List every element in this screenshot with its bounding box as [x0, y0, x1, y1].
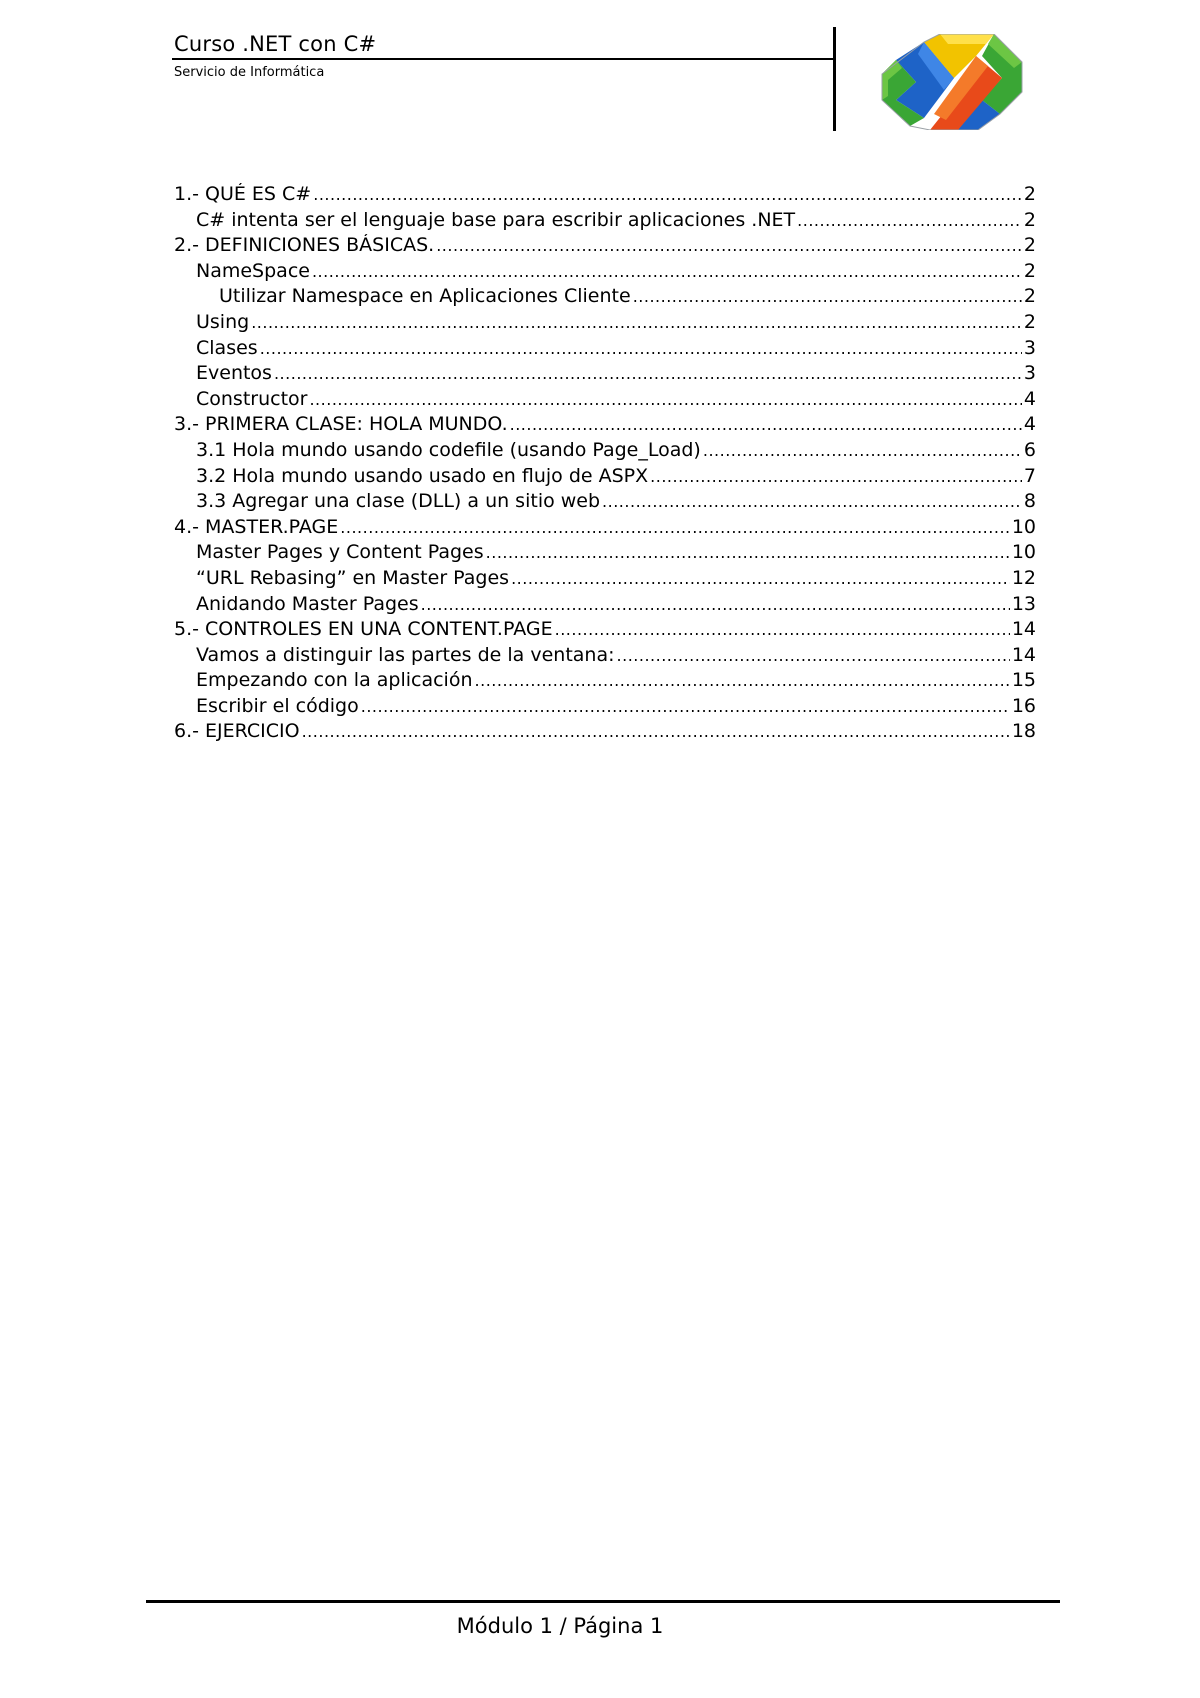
toc-entry-page-number: 4	[1023, 413, 1036, 436]
toc-entry-title: 4.- MASTER.PAGE	[174, 515, 339, 538]
header-rule	[172, 58, 835, 60]
toc-dot-leader	[602, 492, 1022, 511]
toc-entry[interactable]	[174, 567, 1036, 593]
toc-entry-title: 3.3 Agregar una clase (DLL) a un sitio web	[196, 490, 601, 513]
toc-entry[interactable]	[174, 311, 1036, 337]
toc-entry-title: Utilizar Namespace en Aplicaciones Cliente	[219, 285, 631, 308]
toc-entry-page-number: 18	[1011, 720, 1036, 743]
toc-dot-leader	[340, 518, 1010, 537]
toc-entry-title: Anidando Master Pages	[196, 592, 419, 615]
toc-entry[interactable]	[174, 644, 1036, 670]
header-title: Curso .NET con C#	[174, 32, 377, 56]
toc-entry-title: Constructor	[196, 387, 308, 410]
toc-entry-page-number: 2	[1023, 183, 1036, 205]
toc-entry-title: Vamos a distinguir las partes de la ventana:	[196, 643, 615, 666]
toc-entry[interactable]	[174, 490, 1036, 516]
toc-entry-title: 3.2 Hola mundo usando usado en flujo de ASPX	[196, 464, 649, 487]
toc-entry[interactable]	[174, 593, 1036, 619]
toc-entry-page-number: 3	[1023, 336, 1036, 359]
toc-entry[interactable]	[174, 234, 1036, 260]
toc-entry-page-number: 4	[1023, 387, 1036, 410]
toc-entry-page-number: 10	[1011, 515, 1036, 538]
toc-dot-leader	[475, 671, 1010, 690]
header-subtitle: Servicio de Informática	[174, 65, 325, 80]
toc-entry-page-number: 8	[1023, 490, 1036, 513]
toc-entry-title: Empezando con la aplicación	[196, 669, 473, 692]
toc-dot-leader	[309, 390, 1021, 409]
toc-dot-leader	[797, 211, 1022, 230]
toc-entry-title: “URL Rebasing” en Master Pages	[196, 566, 510, 589]
toc-entry-page-number: 2	[1023, 285, 1036, 308]
toc-entry[interactable]	[174, 260, 1036, 286]
toc-dot-leader	[260, 339, 1022, 358]
toc-entry-page-number: 15	[1011, 669, 1036, 692]
footer-rule	[146, 1600, 1060, 1603]
toc-entry-page-number: 10	[1011, 541, 1036, 564]
toc-entry-page-number: 13	[1011, 592, 1036, 615]
toc-entry-title: Eventos	[196, 362, 272, 385]
toc-entry[interactable]	[174, 209, 1036, 235]
header-vertical-rule	[833, 27, 836, 131]
toc-dot-leader	[633, 287, 1022, 306]
footer-page-label: Módulo 1 / Página 1	[456, 1614, 664, 1638]
toc-entry-page-number: 7	[1023, 464, 1036, 487]
toc-entry[interactable]	[174, 439, 1036, 465]
toc-entry-title: 2.- DEFINICIONES BÁSICAS.	[174, 234, 435, 257]
toc-entry[interactable]	[174, 541, 1036, 567]
toc-entry-page-number: 14	[1011, 643, 1036, 666]
toc-entry[interactable]	[174, 285, 1036, 311]
toc-entry-page-number: 6	[1023, 438, 1036, 461]
toc-dot-leader	[251, 313, 1022, 332]
toc-entry[interactable]	[174, 362, 1036, 388]
toc-entry[interactable]	[174, 388, 1036, 414]
toc-entry-page-number: 12	[1011, 566, 1036, 589]
toc-entry-page-number: 16	[1011, 694, 1036, 717]
toc-dot-leader	[302, 722, 1010, 741]
toc-dot-leader	[650, 467, 1022, 486]
toc-entry-title: 3.1 Hola mundo usando codefile (usando Page_Load)	[196, 438, 701, 461]
toc-entry[interactable]	[174, 465, 1036, 491]
toc-dot-leader	[511, 569, 1010, 588]
toc-entry[interactable]	[174, 695, 1036, 721]
toc-entry-title: NameSpace	[196, 259, 310, 282]
toc-dot-leader	[703, 441, 1022, 460]
toc-entry-title: Master Pages y Content Pages	[196, 541, 484, 564]
toc-dot-leader	[510, 415, 1022, 434]
toc-entry[interactable]	[174, 720, 1036, 746]
toc-entry[interactable]	[174, 183, 1036, 209]
toc-dot-leader	[312, 262, 1022, 281]
toc-dot-leader	[436, 236, 1022, 255]
toc-entry-title: Clases	[196, 336, 258, 359]
toc-dot-leader	[421, 595, 1010, 614]
toc-dot-leader	[486, 543, 1010, 562]
toc-entry-title: 3.- PRIMERA CLASE: HOLA MUNDO.	[174, 413, 508, 436]
toc-entry-title: 5.- CONTROLES EN UNA CONTENT.PAGE	[174, 618, 553, 641]
toc-entry[interactable]	[174, 669, 1036, 695]
toc-dot-leader	[274, 364, 1022, 383]
toc-entry[interactable]	[174, 413, 1036, 439]
toc-entry[interactable]	[174, 618, 1036, 644]
toc-entry-page-number: 2	[1023, 310, 1036, 333]
toc-entry-page-number: 2	[1023, 234, 1036, 257]
toc-entry[interactable]	[174, 337, 1036, 363]
toc-dot-leader	[555, 620, 1010, 639]
toc-dot-leader	[617, 646, 1010, 665]
table-of-contents	[174, 183, 1036, 746]
toc-entry-title: Escribir el código	[196, 694, 359, 717]
toc-entry-title: 6.- EJERCICIO	[174, 720, 300, 743]
toc-entry-page-number: 2	[1023, 208, 1036, 231]
toc-entry-page-number: 2	[1023, 259, 1036, 282]
toc-entry-title: 1.- QUÉ ES C#	[174, 183, 312, 205]
toc-entry-page-number: 14	[1011, 618, 1036, 641]
toc-entry-title: Using	[196, 310, 250, 333]
toc-dot-leader	[313, 185, 1022, 204]
toc-entry-title: C# intenta ser el lenguaje base para escribir aplicaciones .NET	[196, 208, 796, 231]
visual-studio-logo-icon	[878, 34, 1026, 130]
toc-entry[interactable]	[174, 516, 1036, 542]
toc-dot-leader	[361, 697, 1010, 716]
toc-entry-page-number: 3	[1023, 362, 1036, 385]
